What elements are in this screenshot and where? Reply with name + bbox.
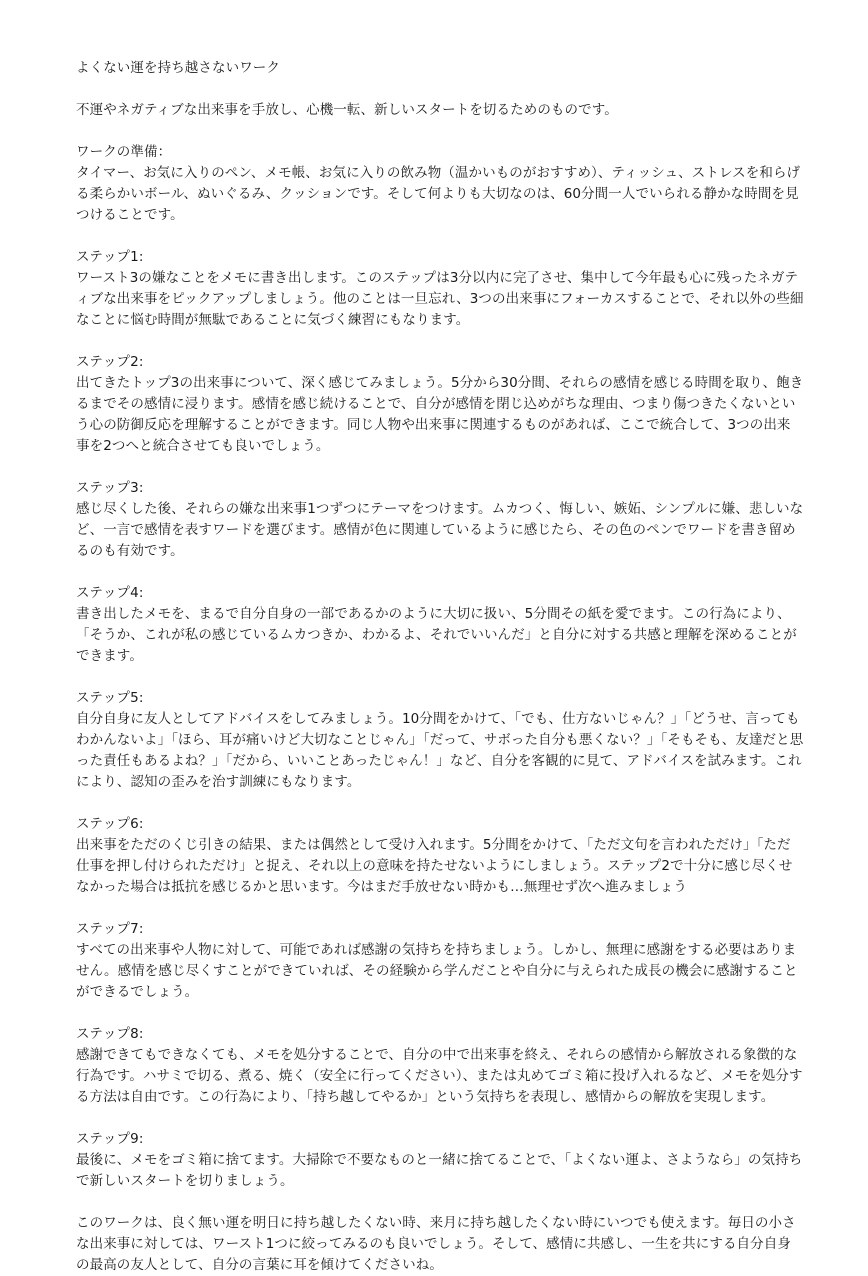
step-heading: ステップ4: — [76, 585, 144, 601]
step-section — [76, 1129, 804, 1192]
step-section — [76, 814, 804, 898]
step-body: 自分自身に友人としてアドバイスをしてみましょう。10分間をかけて、「でも、仕方ないじゃん？」「どうせ、言ってもわかんないよ」「ほら、耳が痛いけど大切なことじゃん」「だって、サボった自分も悪くない？」「そもそも、友達だと思った責任もあるよね？」「だから、いいことあったじゃん！」など、自分を客観的に見て、アドバイスを試みます。これにより、認知の歪みを治す訓練にもなります。 — [76, 711, 804, 790]
step-heading: ステップ6: — [76, 816, 144, 832]
step-section — [76, 688, 804, 793]
step-body: 書き出したメモを、まるで自分自身の一部であるかのように大切に扱い、5分間その紙を愛でます。この行為により、「そうか、これが私の感じているムカつきか、わかるよ、それでいいんだ」と自分に対する共感と理解を深めることができます。 — [76, 606, 797, 664]
step-heading: ステップ1: — [76, 249, 144, 265]
step-section — [76, 478, 804, 562]
step-section — [76, 919, 804, 1003]
step-heading: ステップ8: — [76, 1026, 144, 1042]
preparation-body: タイマー、お気に入りのペン、メモ帳、お気に入りの飲み物（温かいものがおすすめ）、ティッシュ、ストレスを和らげる柔らかいボール、ぬいぐるみ、クッションです。そして何よりも大切なのは、60分間一人でいられる静かな時間を見つけることです。 — [76, 165, 801, 223]
preparation-section — [76, 142, 804, 226]
step-body: すべての出来事や人物に対して、可能であれば感謝の気持ちを持ちましょう。しかし、無理に感謝をする必要はありません。感情を感じ尽くすことができていれば、その経験から学んだことや自分に与えられた成長の機会に感謝することができるでしょう。 — [76, 942, 798, 1000]
step-heading: ステップ2: — [76, 354, 144, 370]
steps-list — [76, 247, 804, 1192]
step-section — [76, 1024, 804, 1108]
step-body: ワースト3の嫌なことをメモに書き出します。このステップは3分以内に完了させ、集中して今年最も心に残ったネガティブな出来事をピックアップしましょう。他のことは一旦忘れ、3つの出来事にフォーカスすることで、それ以外の些細なことに悩む時間が無駄であることに気づく練習にもなります。 — [76, 270, 804, 328]
step-section — [76, 247, 804, 331]
preparation-heading: ワークの準備： — [76, 144, 172, 160]
step-body: 感じ尽くした後、それらの嫌な出来事1つずつにテーマをつけます。ムカつく、悔しい、嫉妬、シンプルに嫌、悲しいなど、一言で感情を表すワードを選びます。感情が色に関連しているように感じたら、その色のペンでワードを書き留めるのも有効です。 — [76, 501, 804, 559]
step-body: 感謝できてもできなくても、メモを処分することで、自分の中で出来事を終え、それらの感情から解放される象徴的な行為です。ハサミで切る、煮る、焼く（安全に行ってください）、または丸めてゴミ箱に投げ入れるなど、メモを処分する方法は自由です。この行為により、「持ち越してやるか」という気持ちを表現し、感情からの解放を実現します。 — [76, 1047, 803, 1105]
step-body: 出来事をただのくじ引きの結果、または偶然として受け入れます。5分間をかけて、「ただ文句を言われただけ」「ただ仕事を押し付けられただけ」と捉え、それ以上の意味を持たせないようにしましょう。ステップ2で十分に感じ尽くせなかった場合は抵抗を感じるかと思います。今はまだ手放せない時かも…無理せず次へ進みましょう — [76, 837, 793, 895]
document-intro: 不運やネガティブな出来事を手放し、心機一転、新しいスタートを切るためのものです。 — [76, 102, 618, 118]
step-body: 出てきたトップ3の出来事について、深く感じてみましょう。5分から30分間、それらの感情を感じる時間を取り、飽きるまでその感情に浸ります。感情を感じ続けることで、自分が感情を閉じ込めがちな理由、つまり傷つきたくないという心の防御反応を理解することができます。同じ人物や出来事に関連するものがあれば、ここで統合して、3つの出来事を2つへと統合させても良いでしょう。 — [76, 375, 804, 454]
step-section — [76, 583, 804, 667]
step-section — [76, 352, 804, 457]
step-heading: ステップ9: — [76, 1131, 144, 1147]
step-heading: ステップ5: — [76, 690, 144, 706]
document-closing: このワークは、良く無い運を明日に持ち越したくない時、来月に持ち越したくない時にいつでも使えます。毎日の小さな出来事に対しては、ワースト1つに絞ってみるのも良いでしょう。そして、感情に共感し、一生を共にする自分自身の最高の友人として、自分の言葉に耳を傾けてくださいね。 — [76, 1215, 796, 1273]
document-title: よくない運を持ち越さないワーク — [76, 60, 280, 76]
step-heading: ステップ3: — [76, 480, 144, 496]
step-body: 最後に、メモをゴミ箱に捨てます。大掃除で不要なものと一緒に捨てることで、「よくない運よ、さようなら」の気持ちで新しいスタートを切りましょう。 — [76, 1152, 803, 1189]
step-heading: ステップ7: — [76, 921, 144, 937]
